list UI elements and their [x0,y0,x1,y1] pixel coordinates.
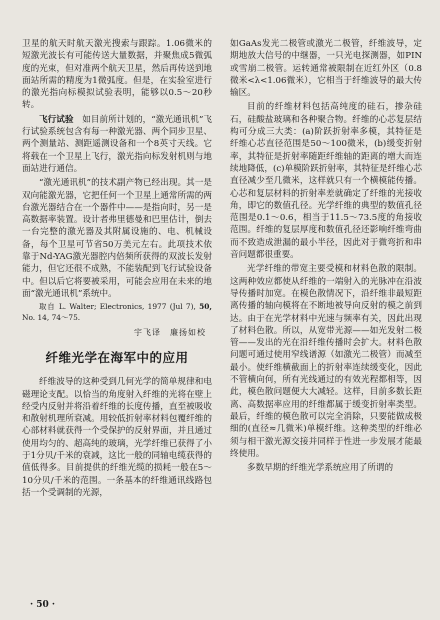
paragraph [22,114,212,175]
translator-credit: 宇飞译 廉扬如校 [134,328,206,338]
left-column [22,38,212,501]
paragraph: 卫星的航天时航天激光搜索与跟踪。1.06微米的短激光波长有可能传送大量数据，并聚焦成5微弧度的光束，但对准两个航天卫星，然后再传送到地面站所需的精度为1微弧度。但是，在实验室进行的激光指向标模拟试验表明，能够以0.5～20秒转。 [22,39,212,111]
source-issue: No. 14, 74～75. [22,312,81,322]
paragraph-text: 如目前所计划的，“激光通讯机”飞行试验系统包含有每一种激光器、两个同步卫星、两个测量站、测距遥测设备和一个8英寸天线。它将载在一个卫星上飞行，激光指向标发射机则与地面站进行通信。 [22,114,212,174]
paragraph: 多数早期的纤维光学系统应用了所谓的 [247,463,394,474]
paragraph: 光学纤维的带宽主要受模和材料色散的限制。这两种效应都使从纤维的一端射入的光脉冲在沿波导传播时加宽。在模色散情况下，沿纤维非最短距离传播的轴向模将在不断地被导向反射的模之前到达。由于在光学材料中光速与频率有关，因此出现了材料色散。所以，从宽带光源——如光发射二极管——发出的光在沿纤维传播时会扩大。材料色散问题可通过使用窄线谱源（如激光二极管）而减至最小。使纤维横截面上的折射率连续缓变化，因此不管横向何，所有光线通过的有效光程都相等，因此，模色散问题便大大减轻。这样，目前多数长距离、高数据率应用的纤维都属于缓变折射率类型。最后，纤维的模色散可以完全消除，只要能做成极细的(直径≈几微米)单模纤维。这种类型的纤维必须与相干激光源交接并同样于性进一步发展才能最终使用。 [230,264,422,459]
page-number: · 50 · [30,600,56,610]
right-column [230,38,422,476]
paragraph: “激光通讯机”的技术副产物已经出现。其一是双向能激光器，它把任何一个卫星上通常所需的两台激光器结合在一个器件中——是指向时，另一是高数据率装置。设计者弗里德曼和巴里估计，倒去一台完整的激光器及其附属设施的、电、机械设备，每个卫星可节省50万美元左右。此项技术依靠于Nd-YAG激光器腔内倍频所获得的双波长发射能力，但它还很不成熟，不能装配到飞行试验设备中。但以后它将要被采用，可能会应用在未来的地面“激光通讯机”系统中。 [22,178,212,299]
paragraph-lead: 飞行试验 [39,114,74,125]
section-title: 纤维光学在海军中的应用 [45,350,189,366]
paragraph: 如GaAs发光二极管或激光二极管，纤维波导，定期地放大信号的中继器，一只光电探测器，如PIN或雪崩二极管。运转通常被限制在近红外区（0.8微米<λ<1.06微米），它相当于纤维波导的最大传输区。 [230,39,422,99]
source-text: 取自 L. Walter; Electronics, 1977 (Jul 7), [39,302,196,312]
paragraph: 目前的纤维材料包括高纯度的硅石，掺杂硅石，硅酸盐玻璃和各种聚合物。纤维的心芯复层结构可分成三大类：(a)阶跃折射率多模，其特征是纤维心芯直径范围是50～100微米，(b)缓变折射率，其特征是折射率随距纤维轴的距离的增大而连续地降低，(c)单模阶跃折射率，其特征是纤维心芯直径减少至几微米，这样就只有一个横模能传播。心芯和复层材料的折射率差就确定了纤维的光接收角，即它的数值孔径。光学纤维的典型的数值孔径范围是0.1～0.6，相当于11.5～73.5度的角接收范围。纤维的复层厚度和数值孔径还影响纤维弯曲而不致造成泄漏的最小半径，因此对于微弯折和串音问题都很重要。 [230,102,422,261]
source-volume: 50, [199,302,212,312]
source-citation [22,302,212,323]
paragraph: 纤维波导的这种受到几何光学的简单规律和电磁理论支配。以恰当的角度射入纤维的光将在壁上经受内反射并将沿着纤维的长度传播，直至被吸收和散射机理所衰减。用较低折射率材料包覆纤维的心部材料就获得一个受保护的反射界面，并且通过使用均匀的、超高纯的玻璃，光学纤维已获得了小于1分贝/千米的衰减，这比一般的同轴电缆获得的值低得多。目前提供的纤维光缆的损耗一般在5～10分贝/千米的范围。一条基本的纤维通讯线路包括一个受调制的光源， [22,377,212,498]
